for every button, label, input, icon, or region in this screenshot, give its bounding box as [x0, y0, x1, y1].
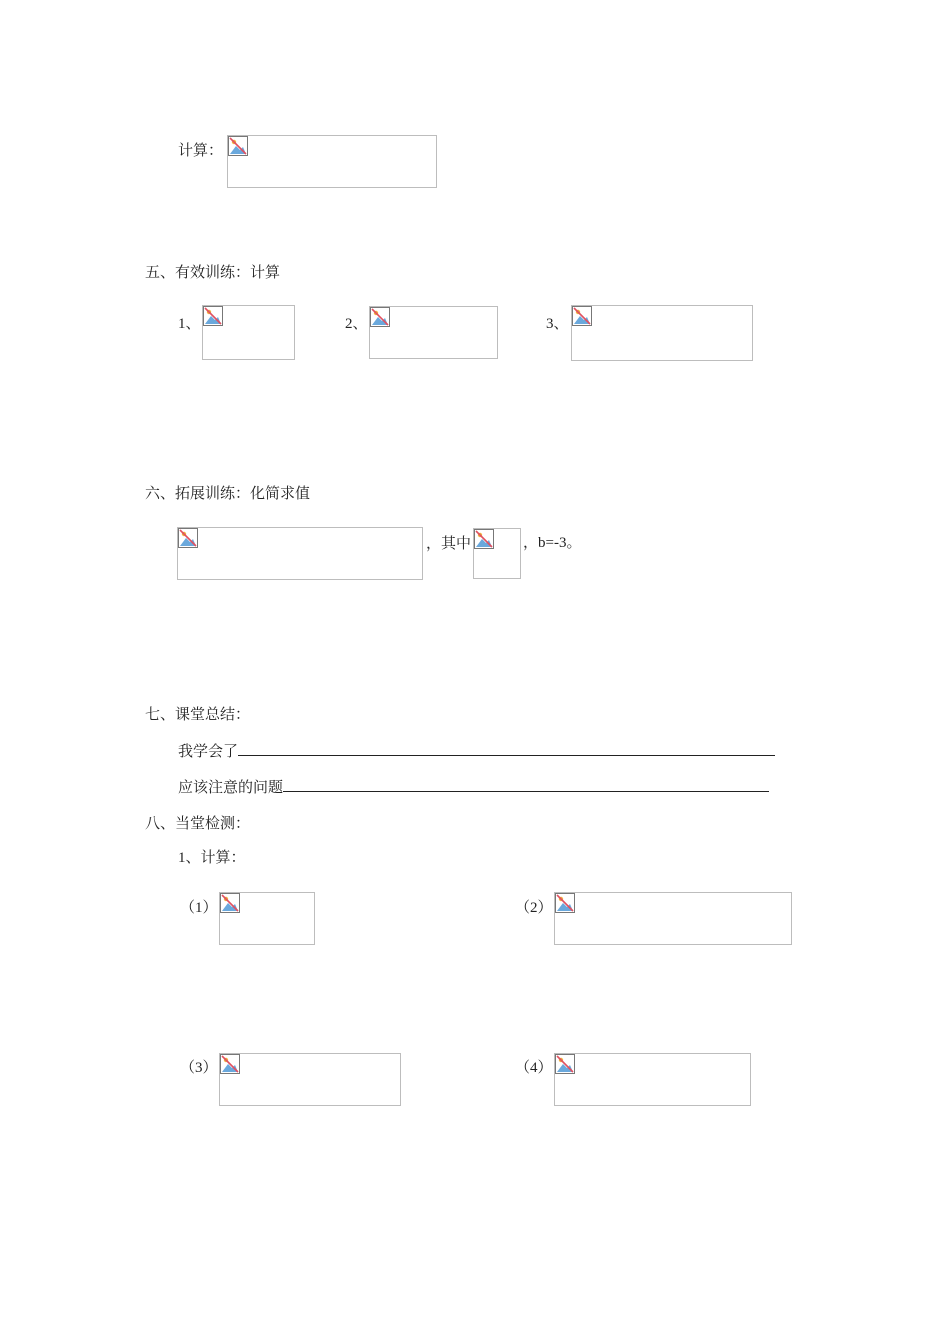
section5-item2-label: 2、 — [345, 316, 368, 332]
section6-mid-text: ，其中 — [426, 534, 472, 552]
formula-image — [202, 305, 295, 360]
formula-image — [227, 135, 437, 188]
broken-image-icon — [203, 306, 223, 326]
broken-image-icon — [474, 529, 494, 549]
summary-learned-label: 我学会了 — [178, 742, 239, 760]
formula-image — [554, 1053, 751, 1106]
broken-image-icon — [555, 1054, 575, 1074]
formula-image — [369, 306, 498, 359]
intro-label: 计算： — [178, 141, 224, 159]
summary-notes-label: 应该注意的问题 — [178, 778, 284, 796]
test-item2-label: （2） — [515, 900, 553, 916]
summary-line-notes — [178, 776, 769, 797]
broken-image-icon — [178, 528, 198, 548]
broken-image-icon — [220, 893, 240, 913]
broken-image-icon — [370, 307, 390, 327]
broken-image-icon — [220, 1054, 240, 1074]
section5-heading: 五、有效训练：计算 — [145, 263, 281, 281]
test-item1-label: （1） — [180, 900, 218, 916]
summary-notes-blank[interactable] — [283, 776, 769, 792]
section6-tail-text: ，b=-3。 — [523, 535, 582, 551]
formula-image — [219, 892, 315, 945]
section5-item3-label: 3、 — [546, 316, 569, 332]
test-item4-label: （4） — [515, 1060, 553, 1076]
formula-image — [554, 892, 792, 945]
formula-image — [571, 305, 753, 361]
broken-image-icon — [228, 136, 248, 156]
section7-heading: 七、课堂总结： — [145, 705, 251, 723]
broken-image-icon — [555, 893, 575, 913]
section8-heading: 八、当堂检测： — [145, 814, 251, 832]
broken-image-icon — [572, 306, 592, 326]
section8-sub-heading: 1、计算： — [178, 850, 246, 866]
formula-image — [473, 528, 521, 579]
formula-image — [177, 527, 423, 580]
test-item3-label: （3） — [180, 1060, 218, 1076]
summary-line-learned — [178, 740, 775, 761]
section5-item1-label: 1、 — [178, 316, 201, 332]
summary-learned-blank[interactable] — [238, 740, 775, 756]
formula-image — [219, 1053, 401, 1106]
section6-heading: 六、拓展训练：化简求值 — [145, 484, 311, 502]
